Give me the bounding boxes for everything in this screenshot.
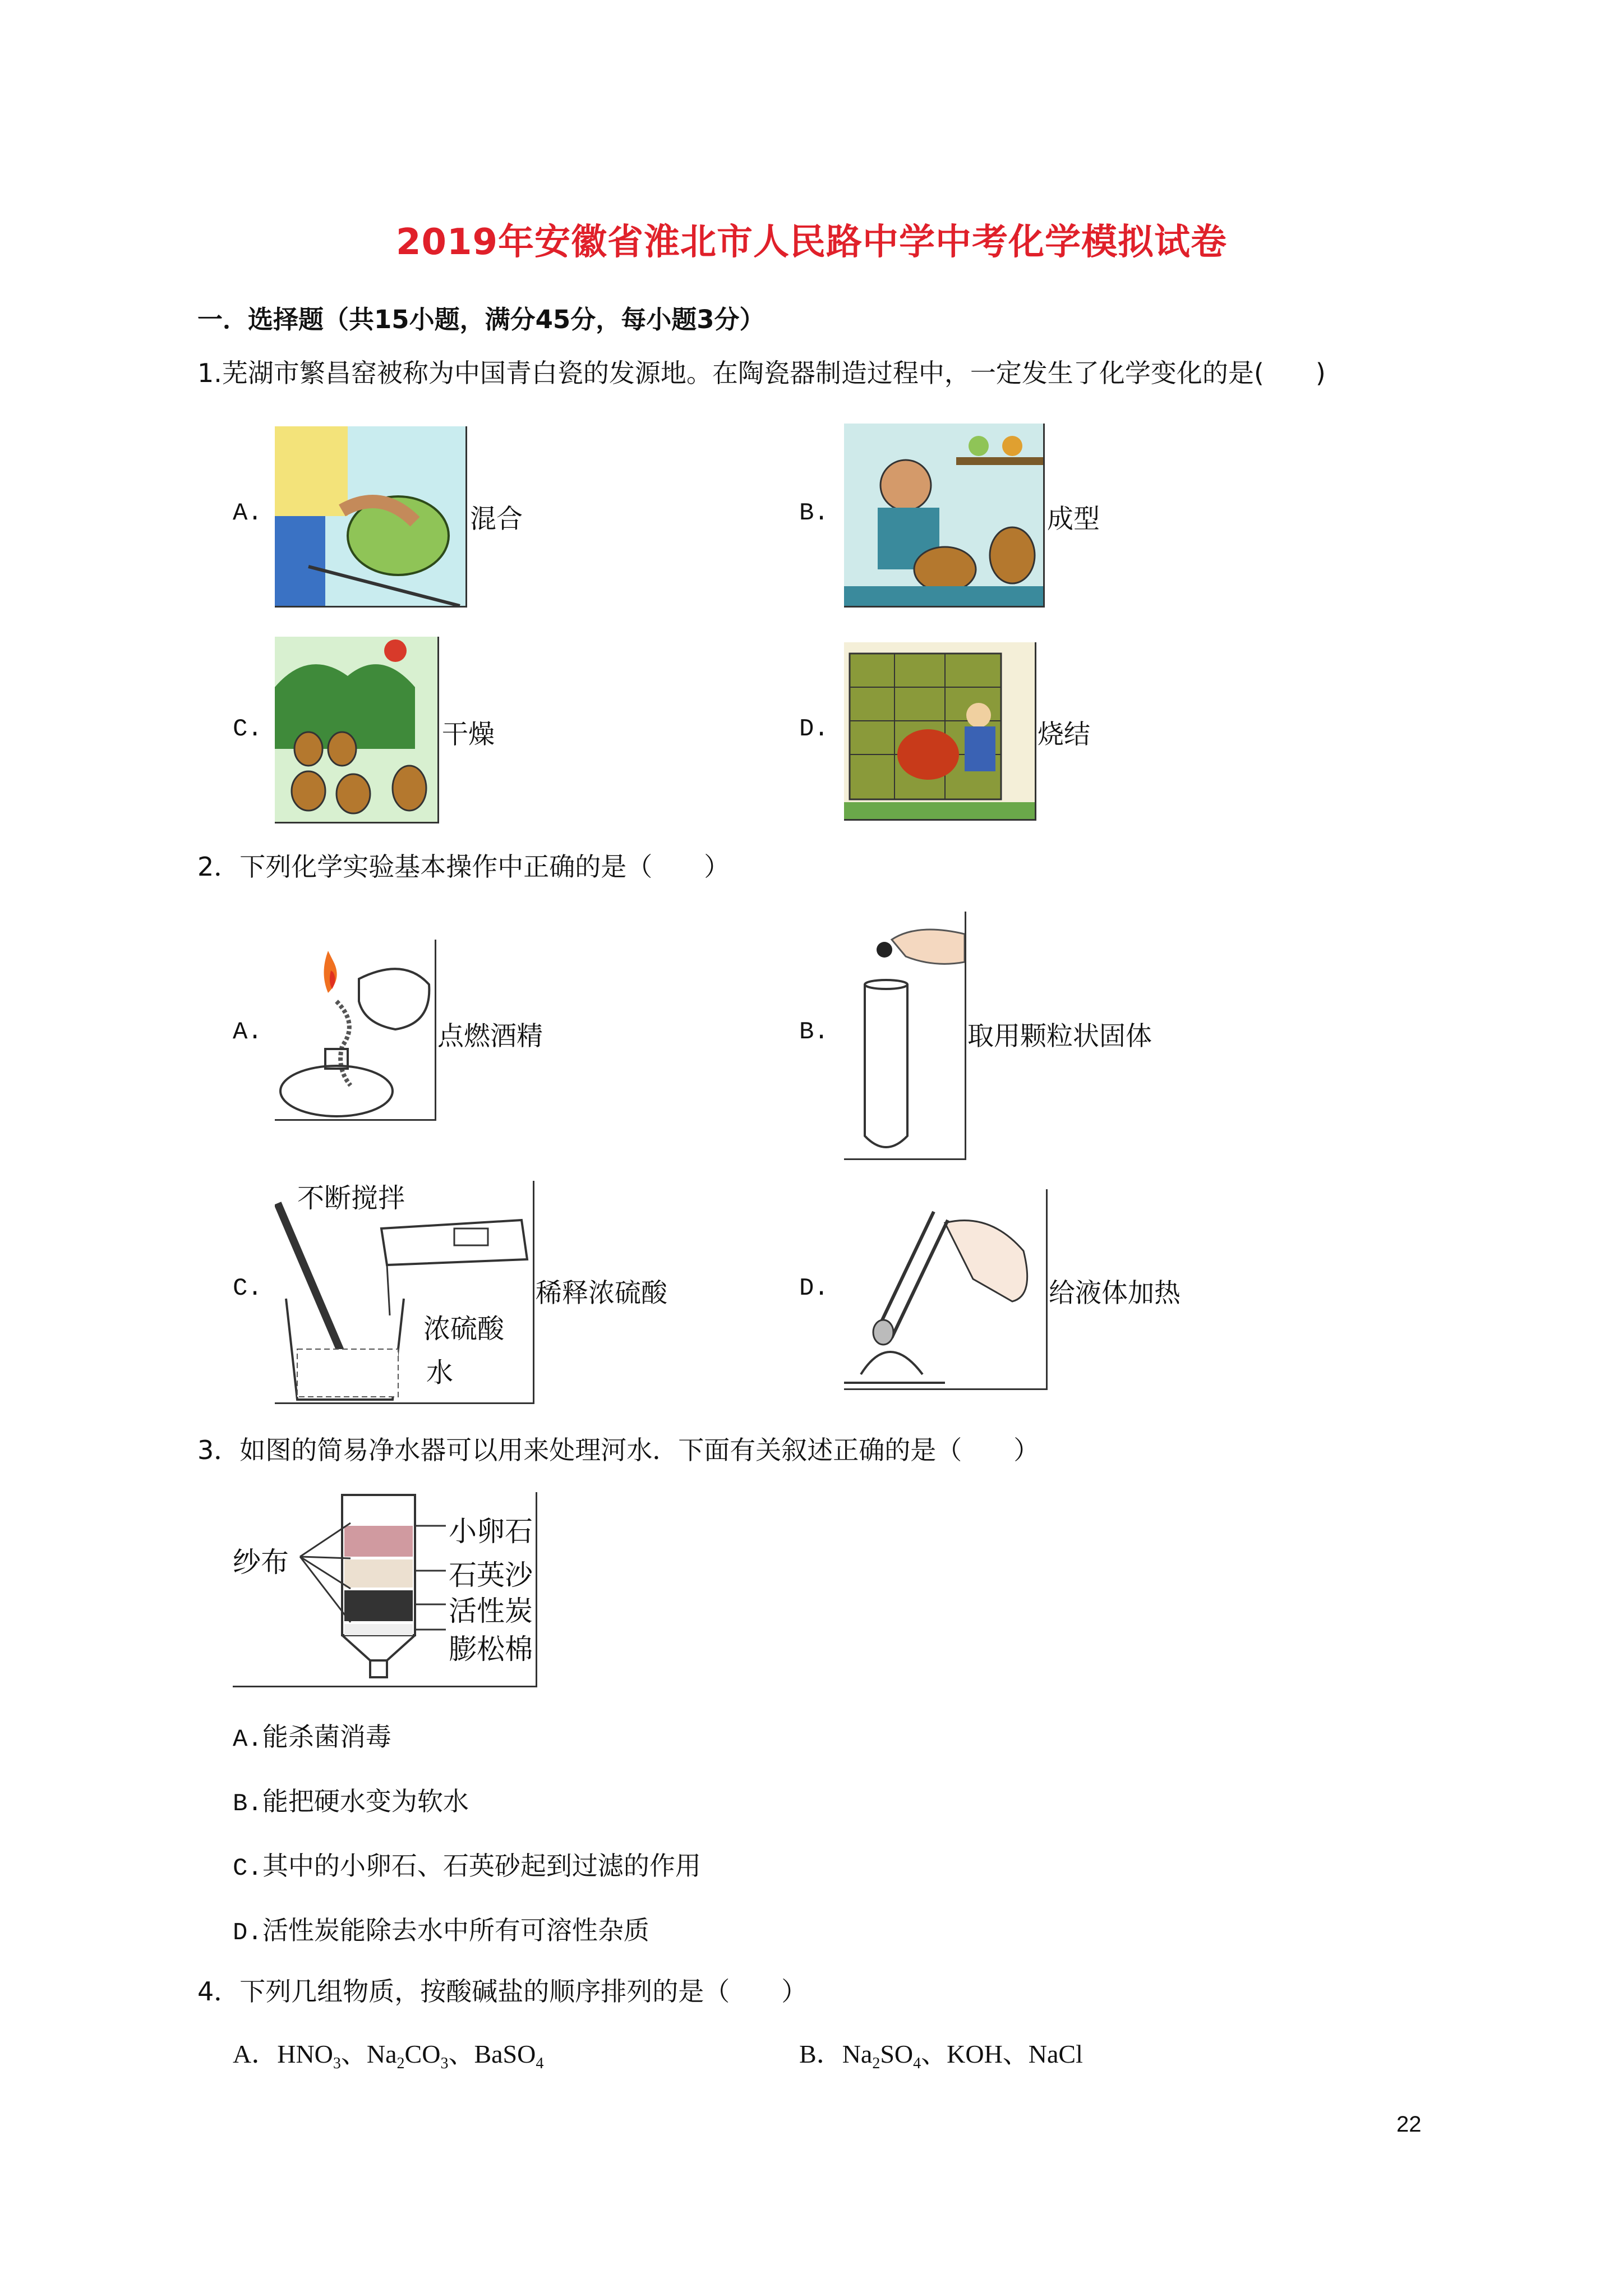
label-water: 水 [426,1357,454,1388]
question-4-stem: 4．下列几组物质，按酸碱盐的顺序排列的是（ ） [197,1976,808,2007]
q2-option-a-letter: A. [233,1018,262,1046]
q3-option-a: A.能杀菌消毒 [233,1722,391,1754]
q1-image-mixing [275,426,467,608]
question-1-stem: 1.芜湖市繁昌窑被称为中国青白瓷的发源地。在陶瓷器制造过程中，一定发生了化学变化的是( ) [197,358,1326,388]
q1-option-a-letter: A. [233,499,262,527]
q2-image-test-tube-solid [844,912,966,1160]
label-conc-acid: 浓硫酸 [423,1313,505,1345]
section-heading: 一．选择题（共15小题，满分45分，每小题3分） [197,305,765,334]
q2-image-heating-liquid [844,1189,1048,1390]
q2-image-lighting-alcohol-lamp [275,940,436,1121]
q4-option-b: B．$Na_2SO_4$、KOH、NaCl [799,2040,1083,2073]
q2-option-b-letter: B. [799,1018,829,1046]
q3-option-c: C.其中的小卵石、石英砂起到过滤的作用 [233,1851,701,1883]
q1-option-b-letter: B. [799,499,829,527]
q1-image-sintering [844,642,1036,821]
q2-option-c-letter: C. [233,1274,262,1303]
question-2-stem: 2．下列化学实验基本操作中正确的是（ ） [197,852,730,882]
q2-image-diluting-acid [275,1181,534,1404]
q1-option-b-text: 成型 [1047,504,1100,535]
q1-option-d-letter: D. [799,715,829,743]
q3-water-purifier-diagram [233,1492,537,1687]
q1-option-c-text: 干燥 [442,719,495,750]
label-activated-carbon: 活性炭 [449,1595,533,1627]
page-number: 22 [1396,2112,1422,2137]
label-cotton: 膨松棉 [449,1633,533,1665]
page-title: 2019年安徽省淮北市人民路中学中考化学模拟试卷 [395,222,1228,263]
q2-option-d-text: 给液体加热 [1049,1278,1181,1309]
q3-option-d: D.活性炭能除去水中所有可溶性杂质 [233,1915,649,1947]
q1-option-d-text: 烧结 [1038,719,1090,750]
q2-option-a-text: 点燃酒精 [437,1021,543,1052]
label-pebble: 小卵石 [449,1515,533,1548]
q4-option-a: A．$HNO_3$、$Na_2CO_3$、BaSO$_4$ [233,2040,544,2073]
label-quartz-sand: 石英沙 [449,1559,533,1591]
q1-image-shaping [844,424,1045,608]
question-3-stem: 3．如图的简易净水器可以用来处理河水．下面有关叙述正确的是（ ） [197,1435,1040,1465]
q2-option-c-text: 稀释浓硫酸 [536,1278,667,1309]
q2-option-b-text: 取用颗粒状固体 [967,1021,1152,1052]
label-stir: 不断搅拌 [297,1182,405,1214]
q1-image-drying [275,637,439,823]
q1-option-a-text: 混合 [470,504,523,535]
q1-option-c-letter: C. [233,715,262,743]
q2-option-d-letter: D. [799,1274,829,1303]
q3-option-b: B.能把硬水变为软水 [233,1786,469,1818]
label-gauze: 纱布 [233,1546,289,1579]
